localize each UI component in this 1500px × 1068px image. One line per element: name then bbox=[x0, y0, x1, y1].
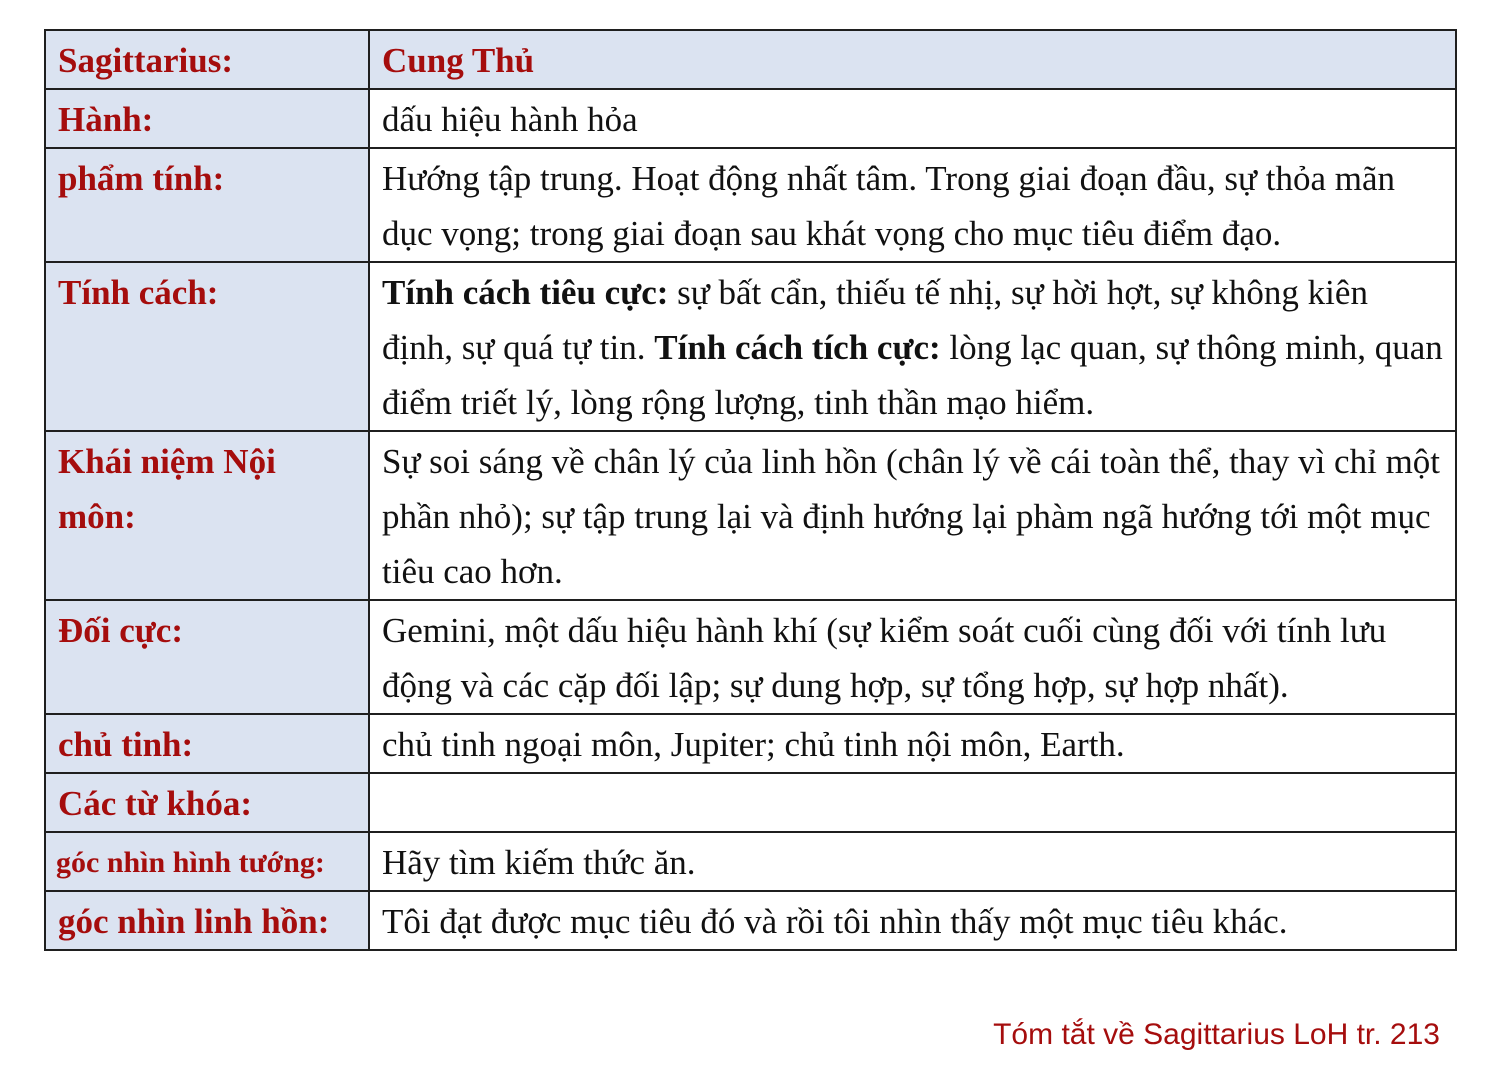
table-row-ruler bbox=[45, 714, 1456, 773]
keywords-value bbox=[369, 773, 1456, 832]
polarity-value: Gemini, một dấu hiệu hành khí (sự kiểm soát cuối cùng đối với tính lưu động và các cặp đối lập; sự dung hợp, sự tổng hợp, sự hợp nhất). bbox=[369, 600, 1456, 714]
quality-label: phẩm tính: bbox=[45, 148, 369, 262]
sign-name-value: Cung Thủ bbox=[369, 30, 1456, 89]
table-header-row bbox=[45, 30, 1456, 89]
quality-value: Hướng tập trung. Hoạt động nhất tâm. Trong giai đoạn đầu, sự thỏa mãn dục vọng; trong giai đoạn sau khát vọng cho mục tiêu điểm đạo. bbox=[369, 148, 1456, 262]
table-row-keywords bbox=[45, 773, 1456, 832]
esoteric-label: Khái niệm Nội môn: bbox=[45, 431, 369, 600]
table-row-character bbox=[45, 262, 1456, 431]
summary-table bbox=[44, 29, 1457, 951]
negative-traits-label: Tính cách tiêu cực: bbox=[382, 273, 669, 312]
soul-view-value: Tôi đạt được mục tiêu đó và rồi tôi nhìn thấy một mục tiêu khác. bbox=[369, 891, 1456, 950]
polarity-label: Đối cực: bbox=[45, 600, 369, 714]
esoteric-value: Sự soi sáng về chân lý của linh hồn (chân lý về cái toàn thể, thay vì chỉ một phần nhỏ); sự tập trung lại và định hướng lại phàm ngã hướng tới một mục tiêu cao hơn. bbox=[369, 431, 1456, 600]
negative-traits-text: sự bất cẩn, thiếu tế nhị, sự hời hợt, sự không kiên định, sự quá tự tin. bbox=[382, 273, 1368, 367]
form-view-label: góc nhìn hình tướng: bbox=[45, 832, 369, 891]
table-row-soul-view bbox=[45, 891, 1456, 950]
character-value bbox=[369, 262, 1456, 431]
sagittarius-summary bbox=[44, 29, 1457, 951]
sign-name-label: Sagittarius: bbox=[45, 30, 369, 89]
keywords-label: Các từ khóa: bbox=[45, 773, 369, 832]
element-label: Hành: bbox=[45, 89, 369, 148]
soul-view-label: góc nhìn linh hồn: bbox=[45, 891, 369, 950]
positive-traits-text: lòng lạc quan, sự thông minh, quan điểm triết lý, lòng rộng lượng, tinh thần mạo hiểm. bbox=[382, 328, 1443, 422]
ruler-value: chủ tinh ngoại môn, Jupiter; chủ tinh nội môn, Earth. bbox=[369, 714, 1456, 773]
element-value: dấu hiệu hành hỏa bbox=[369, 89, 1456, 148]
source-caption: Tóm tắt về Sagittarius LoH tr. 213 bbox=[993, 1018, 1440, 1051]
table-row-element bbox=[45, 89, 1456, 148]
table-row-polarity bbox=[45, 600, 1456, 714]
table-row-esoteric bbox=[45, 431, 1456, 600]
table-row-quality bbox=[45, 148, 1456, 262]
positive-traits-label: Tính cách tích cực: bbox=[654, 328, 941, 367]
form-view-value: Hãy tìm kiếm thức ăn. bbox=[369, 832, 1456, 891]
character-label: Tính cách: bbox=[45, 262, 369, 431]
ruler-label: chủ tinh: bbox=[45, 714, 369, 773]
table-row-form-view bbox=[45, 832, 1456, 891]
